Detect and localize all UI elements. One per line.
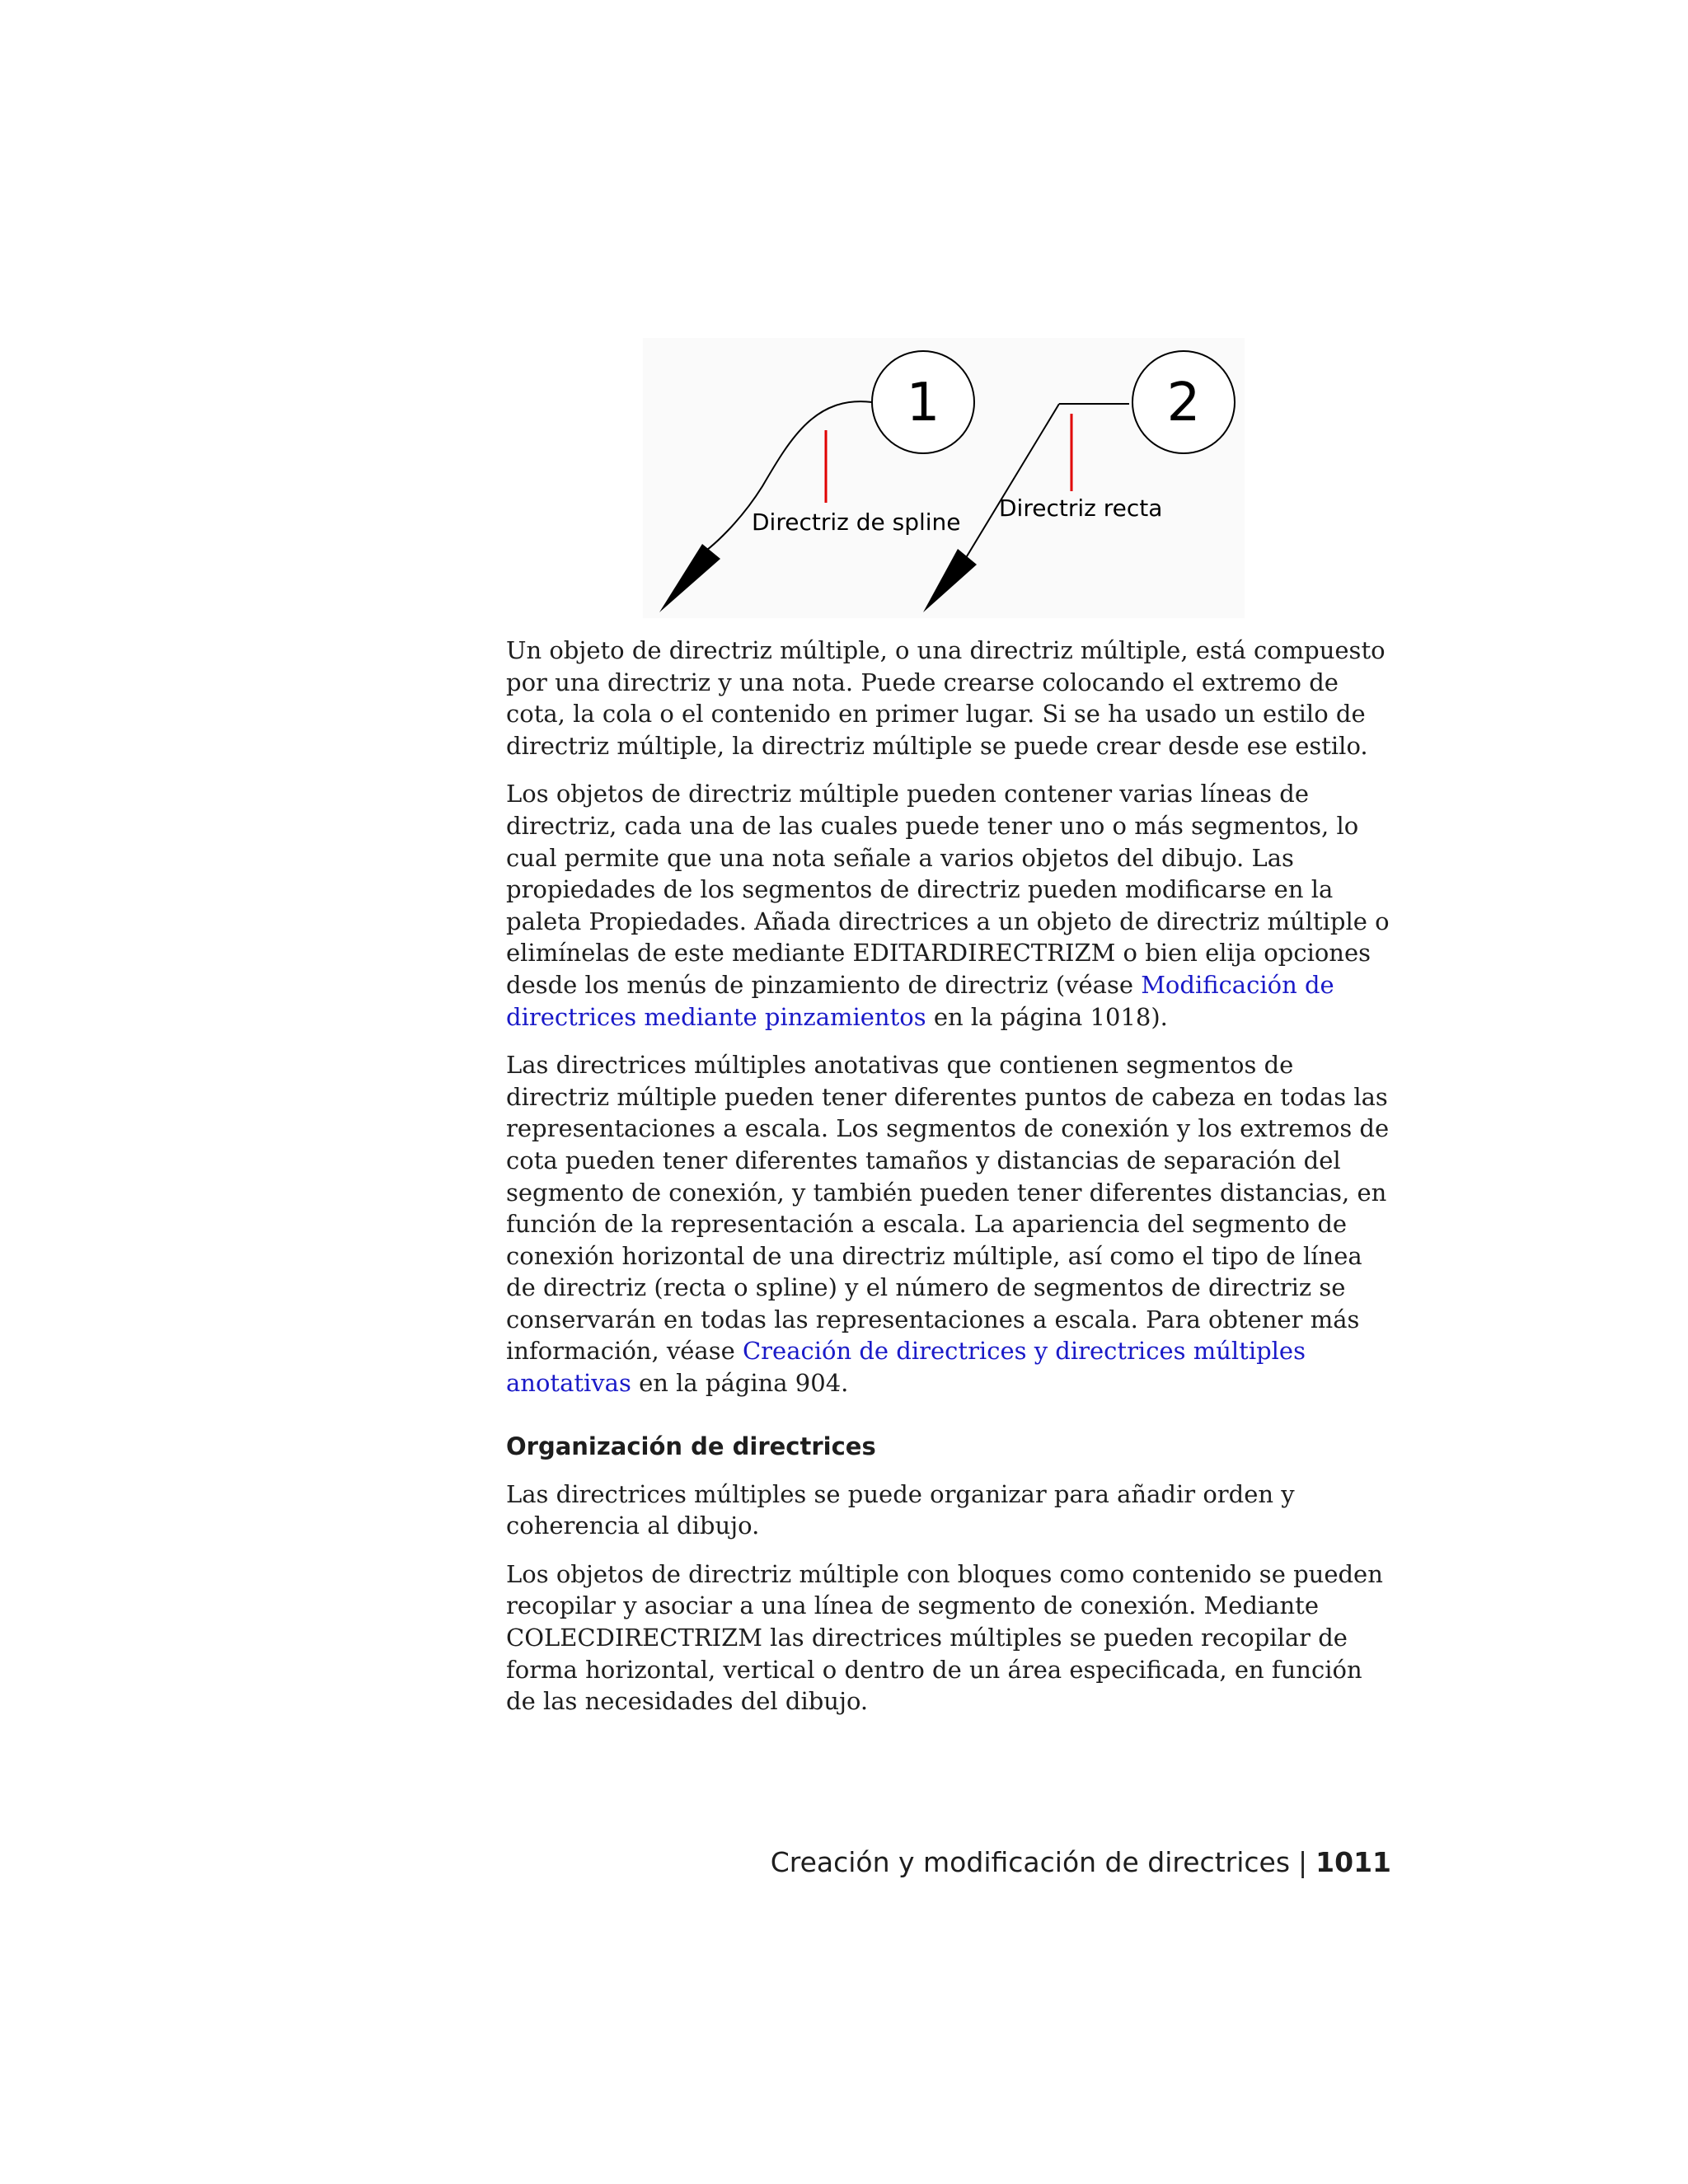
straight-leader-label: Directriz recta xyxy=(999,494,1163,522)
link-create-annotative-leaders[interactable]: Creación de directrices y directrices múltiples anotativas xyxy=(506,1337,1306,1398)
paragraph-collect: Los objetos de directriz múltiple con bloques como contenido se pueden recopilar y asociar a una línea de segmento de conexión. Mediante COLECDIRECTRIZM las directrices múltiples se pueden recopilar de forma horizontal, vertical o dentro de un área especificada, en función de las necesidades del dibujo. xyxy=(506,1559,1383,1716)
paragraph-text: Los objetos de directriz múltiple pueden contener varias líneas de directriz, cada una de las cuales puede tener uno o más segmentos, lo cual permite que una nota señale a varios objetos del dibujo. Las propiedades de los segmentos de directriz pueden modificarse en la paleta Propiedades. Añada directrices a un objeto de directriz múltiple o elimínelas de este mediante EDITARDIRECTRIZM o bien elija opciones desde los menús de pinzamiento de directriz (véase xyxy=(506,780,1390,999)
paragraph-text: en la página 1018). xyxy=(926,1002,1168,1031)
paragraph-intro: Un objeto de directriz múltiple, o una directriz múltiple, está compuesto por una directriz y una nota. Puede crearse colocando el extremo de cota, la cola o el contenido en primer lugar. Si se ha usado un estilo de directriz múltiple, la directriz múltiple se puede crear desde ese estilo. xyxy=(506,636,1386,760)
page-footer xyxy=(771,1846,1391,1878)
spline-leader-label: Directriz de spline xyxy=(752,509,961,536)
link-modify-with-grips[interactable]: Modificación de directrices mediante pinzamientos xyxy=(506,970,1334,1031)
paragraph-annotative xyxy=(506,1049,1396,1399)
footer-separator: | xyxy=(1298,1846,1308,1878)
paragraph-leader-lines xyxy=(506,778,1396,1033)
spline-leader-arrowhead xyxy=(659,544,720,612)
section-heading: Organización de directrices xyxy=(506,1432,876,1460)
callout-number-2: 2 xyxy=(1166,373,1201,434)
page-number: 1011 xyxy=(1315,1846,1391,1878)
paragraph-text: en la página 904. xyxy=(631,1369,849,1398)
straight-leader-arrowhead xyxy=(923,549,977,612)
paragraph-text: Las directrices múltiples anotativas que contienen segmentos de directriz múltiple pueden tener diferentes puntos de cabeza en todas las representaciones a escala. Los segmentos de conexión y los extremos de cota pueden tener diferentes tamaños y distancias de separación del segmento de conexión, y también pueden tener diferentes distancias, en función de la representación a escala. La apariencia del segmento de conexión horizontal de una directriz múltiple, así como el tipo de línea de directriz (recta o spline) y el número de segmentos de directriz se conservarán en todas las representaciones a escala. Para obtener más información, véase xyxy=(506,1051,1390,1366)
straight-leader-line xyxy=(964,404,1059,560)
page-body xyxy=(506,635,1396,1734)
paragraph-organize: Las directrices múltiples se puede organizar para añadir orden y coherencia al dibujo. xyxy=(506,1479,1295,1540)
leader-illustration xyxy=(643,338,1245,618)
callout-number-1: 1 xyxy=(906,373,940,434)
footer-title: Creación y modificación de directrices xyxy=(770,1846,1291,1878)
leader-diagram xyxy=(643,338,1245,618)
